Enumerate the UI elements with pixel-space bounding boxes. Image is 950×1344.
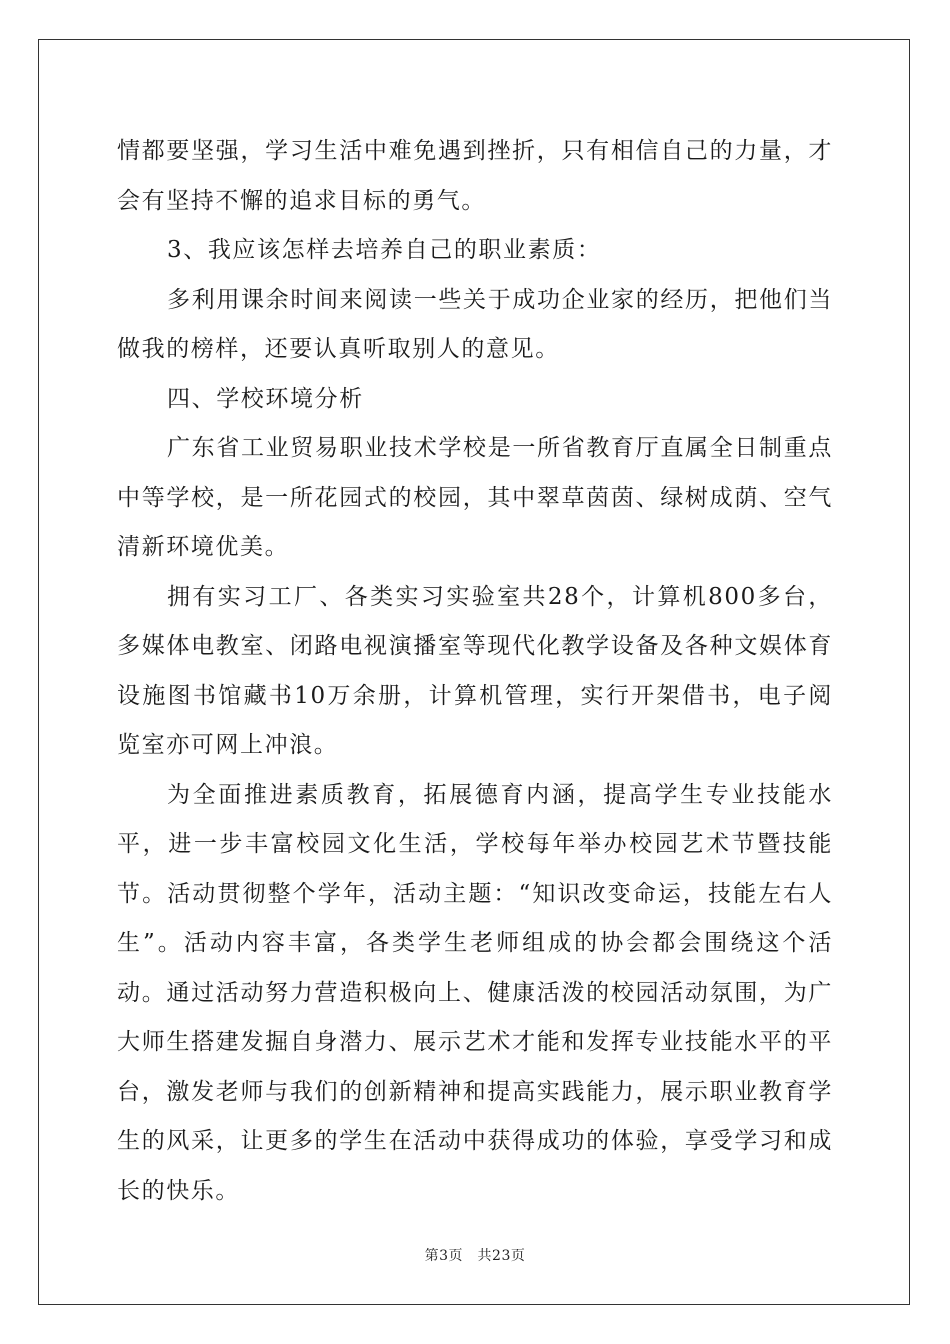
paragraph-1: 情都要坚强，学习生活中难免遇到挫折，只有相信自己的力量，才会有坚持不懈的追求目标的勇气。	[117, 138, 833, 214]
paragraph-6: 拥有实习工厂、各类实习实验室共28个，计算机800多台，多媒体电教室、闭路电视演播室等现代化教学设备及各种文娱体育设施图书馆藏书10万余册，计算机管理，实行开架借书，电子阅览室亦可网上冲浪。	[117, 583, 833, 758]
section-heading-school-environment: 四、学校环境分析	[167, 385, 364, 412]
paragraph-7: 为全面推进素质教育，拓展德育内涵，提高学生专业技能水平，进一步丰富校园文化生活，学校每年举办校园艺术节暨技能节。活动贯彻整个学年，活动主题：“知识改变命运，技能左右人生”。活动内容丰富，各类学生老师组成的协会都会围绕这个活动。通过活动努力营造积极向上、健康活泼的校园活动氛围，为广大师生搭建发掘自身潜力、展示艺术才能和发挥专业技能水平的平台，激发老师与我们的创新精神和提高实践能力，展示职业教育学生的风采，让更多的学生在活动中获得成功的体验，享受学习和成长的快乐。	[117, 781, 833, 1204]
paragraph-2-heading: 3、我应该怎样去培养自己的职业素质：	[167, 237, 602, 263]
paragraph-3: 多利用课余时间来阅读一些关于成功企业家的经历，把他们当做我的榜样，还要认真听取别人的意见。	[117, 286, 833, 362]
paragraph-5: 广东省工业贸易职业技术学校是一所省教育厅直属全日制重点中等学校，是一所花园式的校园，其中翠草茵茵、绿树成荫、空气清新环境优美。	[117, 435, 833, 560]
page-number-footer: 第3页 共23页	[424, 1248, 526, 1264]
document-body	[117, 127, 833, 1216]
